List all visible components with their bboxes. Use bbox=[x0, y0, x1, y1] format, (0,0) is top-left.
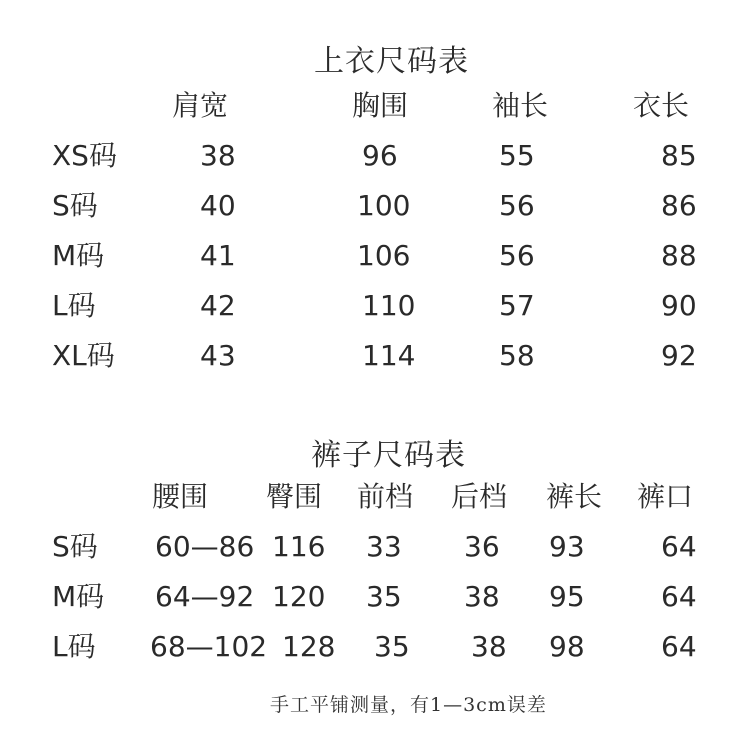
tops-cell: 40 bbox=[200, 189, 236, 222]
pants-cell: 128 bbox=[282, 630, 336, 663]
pants-cell: 93 bbox=[549, 530, 585, 563]
tops-cell: 55 bbox=[499, 139, 535, 172]
pants-cell: 64—92 bbox=[155, 580, 255, 613]
pants-header-waist: 腰围 bbox=[152, 480, 209, 513]
tops-cell: 96 bbox=[362, 139, 398, 172]
pants-cell: 38 bbox=[464, 580, 500, 613]
pants-row-size: S码 bbox=[52, 530, 98, 563]
pants-cell: 33 bbox=[366, 530, 402, 563]
tops-header-chest: 胸围 bbox=[352, 89, 409, 122]
pants-cell: 35 bbox=[374, 630, 410, 663]
pants-cell: 36 bbox=[464, 530, 500, 563]
tops-cell: 58 bbox=[499, 339, 535, 372]
tops-cell: 88 bbox=[661, 239, 697, 272]
pants-row-size: M码 bbox=[52, 580, 105, 613]
tops-cell: 56 bbox=[499, 189, 535, 222]
pants-cell: 64 bbox=[661, 630, 697, 663]
tops-cell: 42 bbox=[200, 289, 236, 322]
pants-cell: 64 bbox=[661, 580, 697, 613]
tops-table-title: 上衣尺码表 bbox=[314, 44, 469, 79]
pants-cell: 60—86 bbox=[155, 530, 255, 563]
tops-cell: 110 bbox=[362, 289, 416, 322]
tops-header-sleeve: 袖长 bbox=[492, 89, 549, 122]
pants-cell: 64 bbox=[661, 530, 697, 563]
tops-cell: 57 bbox=[499, 289, 535, 322]
tops-cell: 86 bbox=[661, 189, 697, 222]
tops-cell: 90 bbox=[661, 289, 697, 322]
tops-cell: 100 bbox=[357, 189, 411, 222]
pants-cell: 120 bbox=[272, 580, 326, 613]
tops-row-size: XS码 bbox=[52, 139, 117, 172]
pants-header-length: 裤长 bbox=[546, 480, 603, 513]
tops-cell: 41 bbox=[200, 239, 236, 272]
tops-cell: 56 bbox=[499, 239, 535, 272]
pants-header-hip: 臀围 bbox=[266, 480, 323, 513]
tops-row-size: XL码 bbox=[52, 339, 115, 372]
tops-cell: 106 bbox=[357, 239, 411, 272]
pants-cell: 98 bbox=[549, 630, 585, 663]
pants-table-title: 裤子尺码表 bbox=[311, 438, 466, 473]
tops-header-shoulder: 肩宽 bbox=[172, 89, 229, 122]
pants-header-leg-opening: 裤口 bbox=[637, 480, 694, 513]
measurement-note: 手工平铺测量，有1—3cm误差 bbox=[270, 694, 547, 716]
pants-cell: 95 bbox=[549, 580, 585, 613]
tops-row-size: M码 bbox=[52, 239, 105, 272]
tops-cell: 114 bbox=[362, 339, 416, 372]
pants-cell: 38 bbox=[471, 630, 507, 663]
pants-cell: 116 bbox=[272, 530, 326, 563]
pants-header-back-rise: 后档 bbox=[451, 480, 508, 513]
pants-row-size: L码 bbox=[52, 630, 96, 663]
tops-header-length: 衣长 bbox=[633, 89, 690, 122]
tops-cell: 38 bbox=[200, 139, 236, 172]
tops-cell: 43 bbox=[200, 339, 236, 372]
tops-cell: 85 bbox=[661, 139, 697, 172]
tops-cell: 92 bbox=[661, 339, 697, 372]
pants-cell: 68—102 bbox=[150, 630, 268, 663]
tops-row-size: S码 bbox=[52, 189, 98, 222]
tops-row-size: L码 bbox=[52, 289, 96, 322]
pants-header-front-rise: 前档 bbox=[357, 480, 414, 513]
pants-cell: 35 bbox=[366, 580, 402, 613]
